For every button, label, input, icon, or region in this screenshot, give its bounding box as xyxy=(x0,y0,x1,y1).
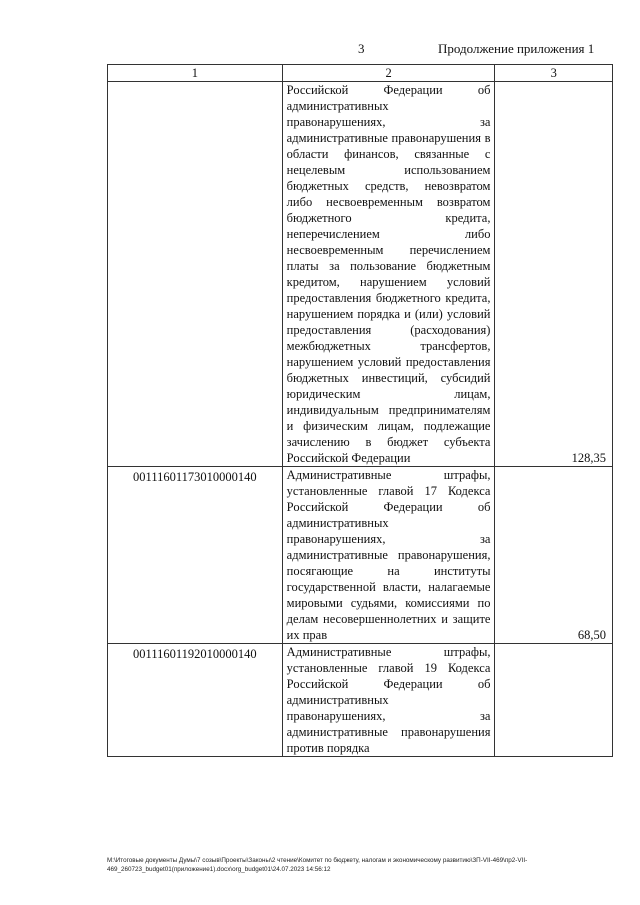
file-path-footer xyxy=(107,856,617,874)
continuation-label: Продолжение приложения 1 xyxy=(438,41,595,56)
amount-value xyxy=(495,644,613,757)
table-row xyxy=(108,644,613,757)
revenue-table xyxy=(107,64,613,757)
amount-value: 128,35 xyxy=(495,82,613,467)
page-number: 3 xyxy=(358,41,365,56)
column-header-1: 1 xyxy=(108,65,283,82)
file-path-line-1: M:\Итоговые документы Думы\7 созыв\Проекты\Законы\2 чтение\Комитет по бюджету, налогам и экономическому развитию\ЗП-VII-469\пр2-VII- xyxy=(107,857,528,864)
budget-code: 00111601192010000140 xyxy=(108,644,283,757)
column-header-3: 3 xyxy=(495,65,613,82)
budget-code: 00111601173010000140 xyxy=(108,467,283,644)
table-row xyxy=(108,467,613,644)
revenue-description: Административные штрафы, установленные главой 19 Кодекса Российской Федерации об административных правонарушениях, за административные правонарушения против порядка xyxy=(282,644,495,757)
table-header-row xyxy=(108,65,613,82)
revenue-description: Российской Федерации об административных правонарушениях, за административные правонарушения в области финансов, связанные с нецелевым использованием бюджетных средств, невозвратом либо несвоевременным возвратом бюджетного кредита, неперечислением либо несвоевременным перечислением платы за пользование бюджетным кредитом, нарушением условий предоставления бюджетного кредита, нарушением порядка и (или) условий предоставления (расходования) межбюджетных трансфертов, нарушением условий предоставления бюджетных инвестиций, субсидий юридическим лицам, индивидуальным предпринимателям и физическим лицам, подлежащие зачислению в бюджет субъекта Российской Федерации xyxy=(282,82,495,467)
column-header-2: 2 xyxy=(282,65,495,82)
budget-code xyxy=(108,82,283,467)
amount-value: 68,50 xyxy=(495,467,613,644)
file-path-line-2: 469_260723_budget01(приложение1).docx\org_budget01\24.07.2023 14:56:12 xyxy=(107,866,331,873)
table-row xyxy=(108,82,613,467)
revenue-description: Административные штрафы, установленные главой 17 Кодекса Российской Федерации об административных правонарушениях, за административные правонарушения, посягающие на институты государственной власти, налагаемые мировыми судьями, комиссиями по делам несовершеннолетних и защите их прав xyxy=(282,467,495,644)
